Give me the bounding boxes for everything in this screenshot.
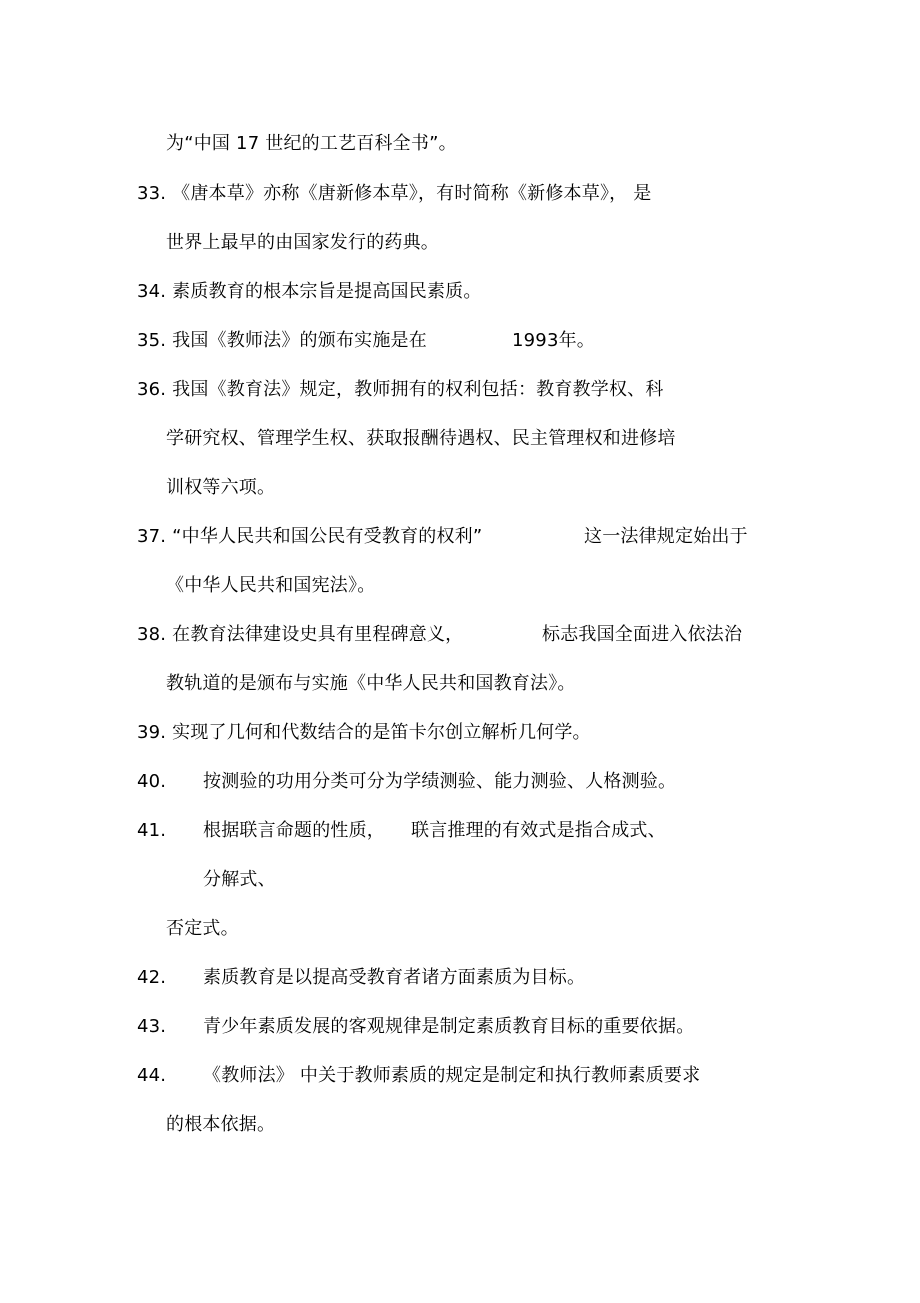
text-line: 的根本依据。 [166, 1114, 276, 1135]
text-line: 按测验的功用分类可分为学绩测验、能力测验、人格测验。 [203, 771, 677, 792]
text-line: 39. 实现了几何和代数结合的是笛卡尔创立解析几何学。 [137, 722, 591, 743]
text-line: 37. “中华人民共和国公民有受教育的权利” [137, 526, 483, 547]
text-line: 世界上最早的由国家发行的药典。 [166, 232, 439, 253]
text-line: 38. 在教育法律建设史具有里程碑意义， [137, 624, 464, 645]
text-line: 训权等六项。 [166, 477, 276, 498]
text-line: 学研究权、管理学生权、获取报酬待遇权、民主管理权和进修培 [166, 428, 676, 449]
text-line: 《教师法》 中关于教师素质的规定是制定和执行教师素质要求 [203, 1065, 701, 1086]
text-line: 标志我国全面进入依法治 [542, 624, 743, 645]
text-line: 教轨道的是颁布与实施《中华人民共和国教育法》。 [166, 673, 576, 694]
text-line: 35. 我国《教师法》的颁布实施是在 [137, 330, 427, 351]
text-line: 40. [137, 771, 167, 792]
text-line: 1993年。 [512, 330, 596, 351]
text-line: 33. 《唐本草》亦称《唐新修本草》，有时简称《新修本草》， 是 [137, 183, 652, 204]
text-line: 联言推理的有效式是指合成式、 [411, 820, 666, 841]
text-line: 43. [137, 1016, 167, 1037]
text-line: 42. [137, 967, 167, 988]
text-line: 分解式、 [203, 869, 276, 890]
text-line: 41. [137, 820, 167, 841]
text-line: 青少年素质发展的客观规律是制定素质教育目标的重要依据。 [203, 1016, 695, 1037]
text-line: 根据联言命题的性质， [203, 820, 385, 841]
text-line: 为“中国 17 世纪的工艺百科全书”。 [166, 133, 457, 154]
text-line: 否定式。 [166, 918, 239, 939]
text-line: 这一法律规定始出于 [584, 526, 748, 547]
text-line: 素质教育是以提高受教育者诸方面素质为目标。 [203, 967, 586, 988]
text-line: 《中华人民共和国宪法》。 [166, 575, 376, 596]
text-line: 34. 素质教育的根本宗旨是提高国民素质。 [137, 281, 482, 302]
text-line: 44. [137, 1065, 167, 1086]
text-line: 36. 我国《教育法》规定，教师拥有的权利包括：教育教学权、科 [137, 379, 664, 400]
